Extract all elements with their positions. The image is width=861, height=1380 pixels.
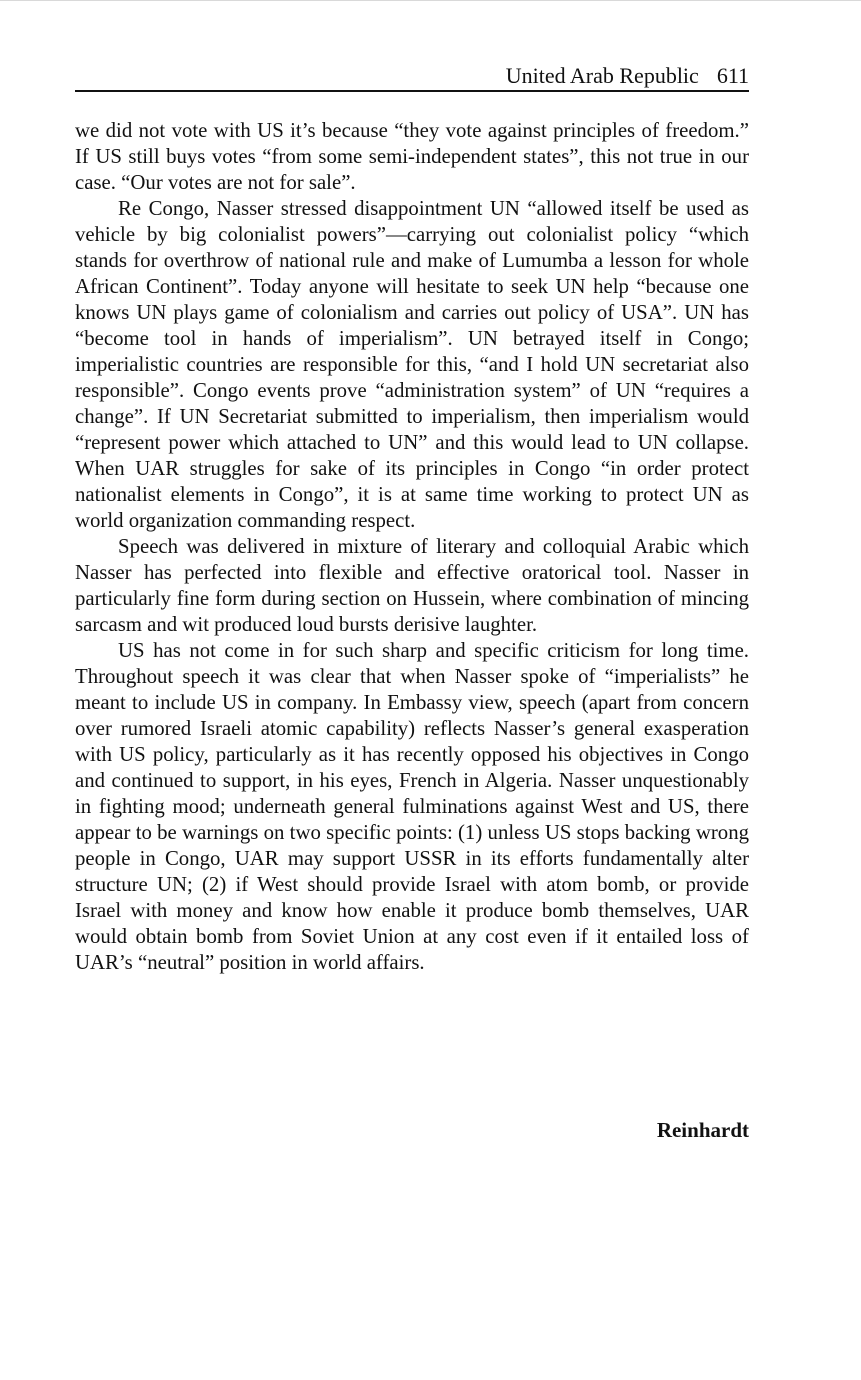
page-number: 611: [716, 63, 749, 88]
paragraph-congo: Re Congo, Nasser stressed disappointment UN “allowed itself be used as vehicle by big colonialist powers”—carrying out colonialist policy “which stands for overthrow of national rule and make of Lumumba a lesson for whole African Continent”. Today anyone will hesitate to seek UN help “because one knows UN plays game of colonialism and carries out policy of USA”. UN has “become tool in hands of imperialism”. UN betrayed itself in Congo; imperialistic countries are responsible for this, “and I hold UN secretariat also responsible”. Congo events prove “administration system” of UN “requires a change”. If UN Secretariat submitted to imperialism, then imperialism would “represent power which attached to UN” and this would lead to UN collapse. When UAR struggles for sake of its principles in Congo “in order protect nationalist elements in Congo”, it is at same time working to protect UN as world organization commanding respect.: [75, 197, 749, 532]
paragraph-us-criticism: US has not come in for such sharp and specific criticism for long time. Throughout speech it was clear that when Nasser spoke of “imperialists” he meant to include US in company. In Embassy view, speech (apart from concern over rumored Israeli atomic capability) reflects Nasser’s general exasperation with US policy, particularly as it has recently opposed his objectives in Congo and continued to support, in his eyes, French in Algeria. Nasser unquestionably in fighting mood; underneath general fulminations against West and US, there appear to be warnings on two specific points: (1) unless US stops backing wrong people in Congo, UAR may support USSR in its efforts fundamentally alter structure UN; (2) if West should provide Israel with atom bomb, or provide Israel with money and know how enable it produce bomb themselves, UAR would obtain bomb from Soviet Union at any cost even if it entailed loss of UAR’s “neutral” position in world affairs.: [75, 639, 749, 974]
document-body: [75, 118, 749, 976]
running-header: [75, 60, 749, 92]
signature: Reinhardt: [656, 1118, 749, 1142]
running-title: United Arab Republic: [505, 63, 699, 88]
scan-top-edge: [0, 0, 861, 1]
paragraph-speech-delivery: Speech was delivered in mixture of literary and colloquial Arabic which Nasser has perfected into flexible and effective oratorical tool. Nasser in particularly fine form during section on Hussein, where combination of mincing sarcasm and wit produced loud bursts derisive laughter.: [75, 535, 749, 636]
paragraph-continuation: we did not vote with US it’s because “they vote against principles of freedom.” If US still buys votes “from some semi-independent states”, this not true in our case. “Our votes are not for sale”.: [75, 119, 749, 194]
